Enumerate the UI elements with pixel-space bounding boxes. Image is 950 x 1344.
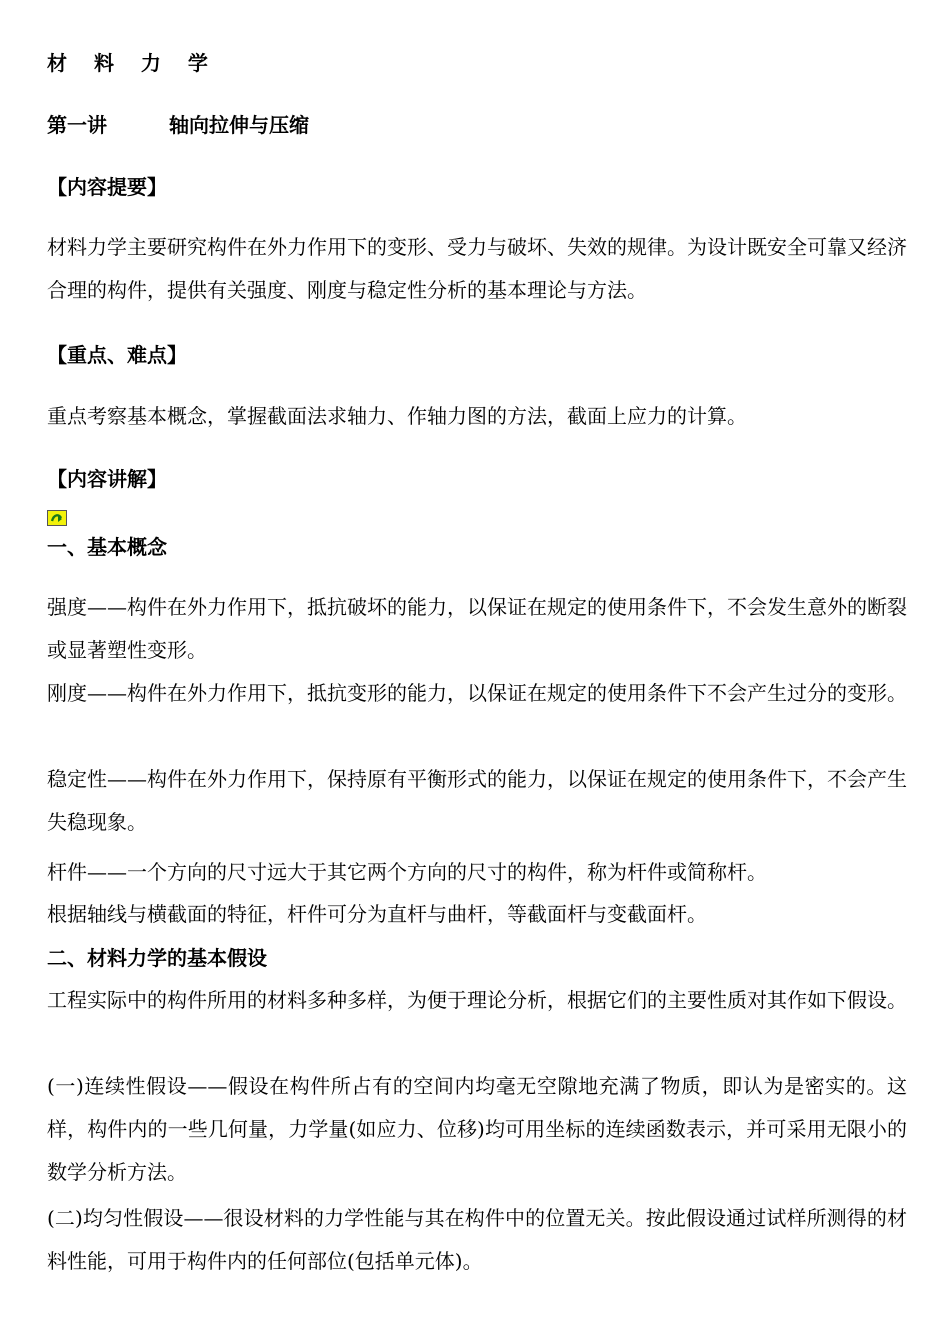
lecture-topic: 轴向拉伸与压缩 [169, 113, 309, 137]
assumption-continuity: (一)连续性假设——假设在构件所占有的空间内均毫无空隙地充满了物质，即认为是密实的。这样，构件内的一些几何量，力学量(如应力、位移)均可用坐标的连续函数表示，并可采用无限小的数学分析方法。 [47, 1074, 907, 1184]
concept-bar: 杆件——一个方向的尺寸远大于其它两个方向的尺寸的构件，称为杆件或简称杆。 [47, 860, 767, 884]
concept-strength: 强度——构件在外力作用下，抵抗破坏的能力，以保证在规定的使用条件下，不会发生意外的断裂或显著塑性变形。 [47, 595, 907, 662]
summary-heading: 【内容提要】 [47, 175, 167, 199]
link-arrow-svg [48, 511, 66, 525]
key-points-text: 重点考察基本概念，掌握截面法求轴力、作轴力图的方法，截面上应力的计算。 [47, 404, 747, 428]
key-points-heading: 【重点、难点】 [47, 343, 187, 367]
summary-text: 材料力学主要研究构件在外力作用下的变形、受力与破坏、失效的规律。为设计既安全可靠又经济合理的构件，提供有关强度、刚度与稳定性分析的基本理论与方法。 [47, 235, 907, 302]
lecture-number: 第一讲 [47, 113, 107, 137]
assumption-intro: 工程实际中的构件所用的材料多种多样，为便于理论分析，根据它们的主要性质对其作如下假设。 [47, 988, 907, 1012]
explanation-heading: 【内容讲解】 [47, 467, 167, 491]
section1-heading: 一、基本概念 [47, 535, 167, 559]
section2-heading: 二、材料力学的基本假设 [47, 946, 267, 970]
doc-title: 材 料 力 学 [47, 51, 218, 75]
link-arrow-icon[interactable] [47, 510, 67, 526]
concept-bar-types: 根据轴线与横截面的特征，杆件可分为直杆与曲杆，等截面杆与变截面杆。 [47, 902, 707, 926]
concept-stiffness: 刚度——构件在外力作用下，抵抗变形的能力，以保证在规定的使用条件下不会产生过分的变形。 [47, 681, 907, 705]
lecture-heading [47, 113, 309, 137]
assumption-homogeneity: (二)均匀性假设——很设材料的力学性能与其在构件中的位置无关。按此假设通过试样所测得的材料性能，可用于构件内的任何部位(包括单元体)。 [47, 1206, 907, 1273]
concept-stability: 稳定性——构件在外力作用下，保持原有平衡形式的能力，以保证在规定的使用条件下，不会产生失稳现象。 [47, 767, 907, 834]
